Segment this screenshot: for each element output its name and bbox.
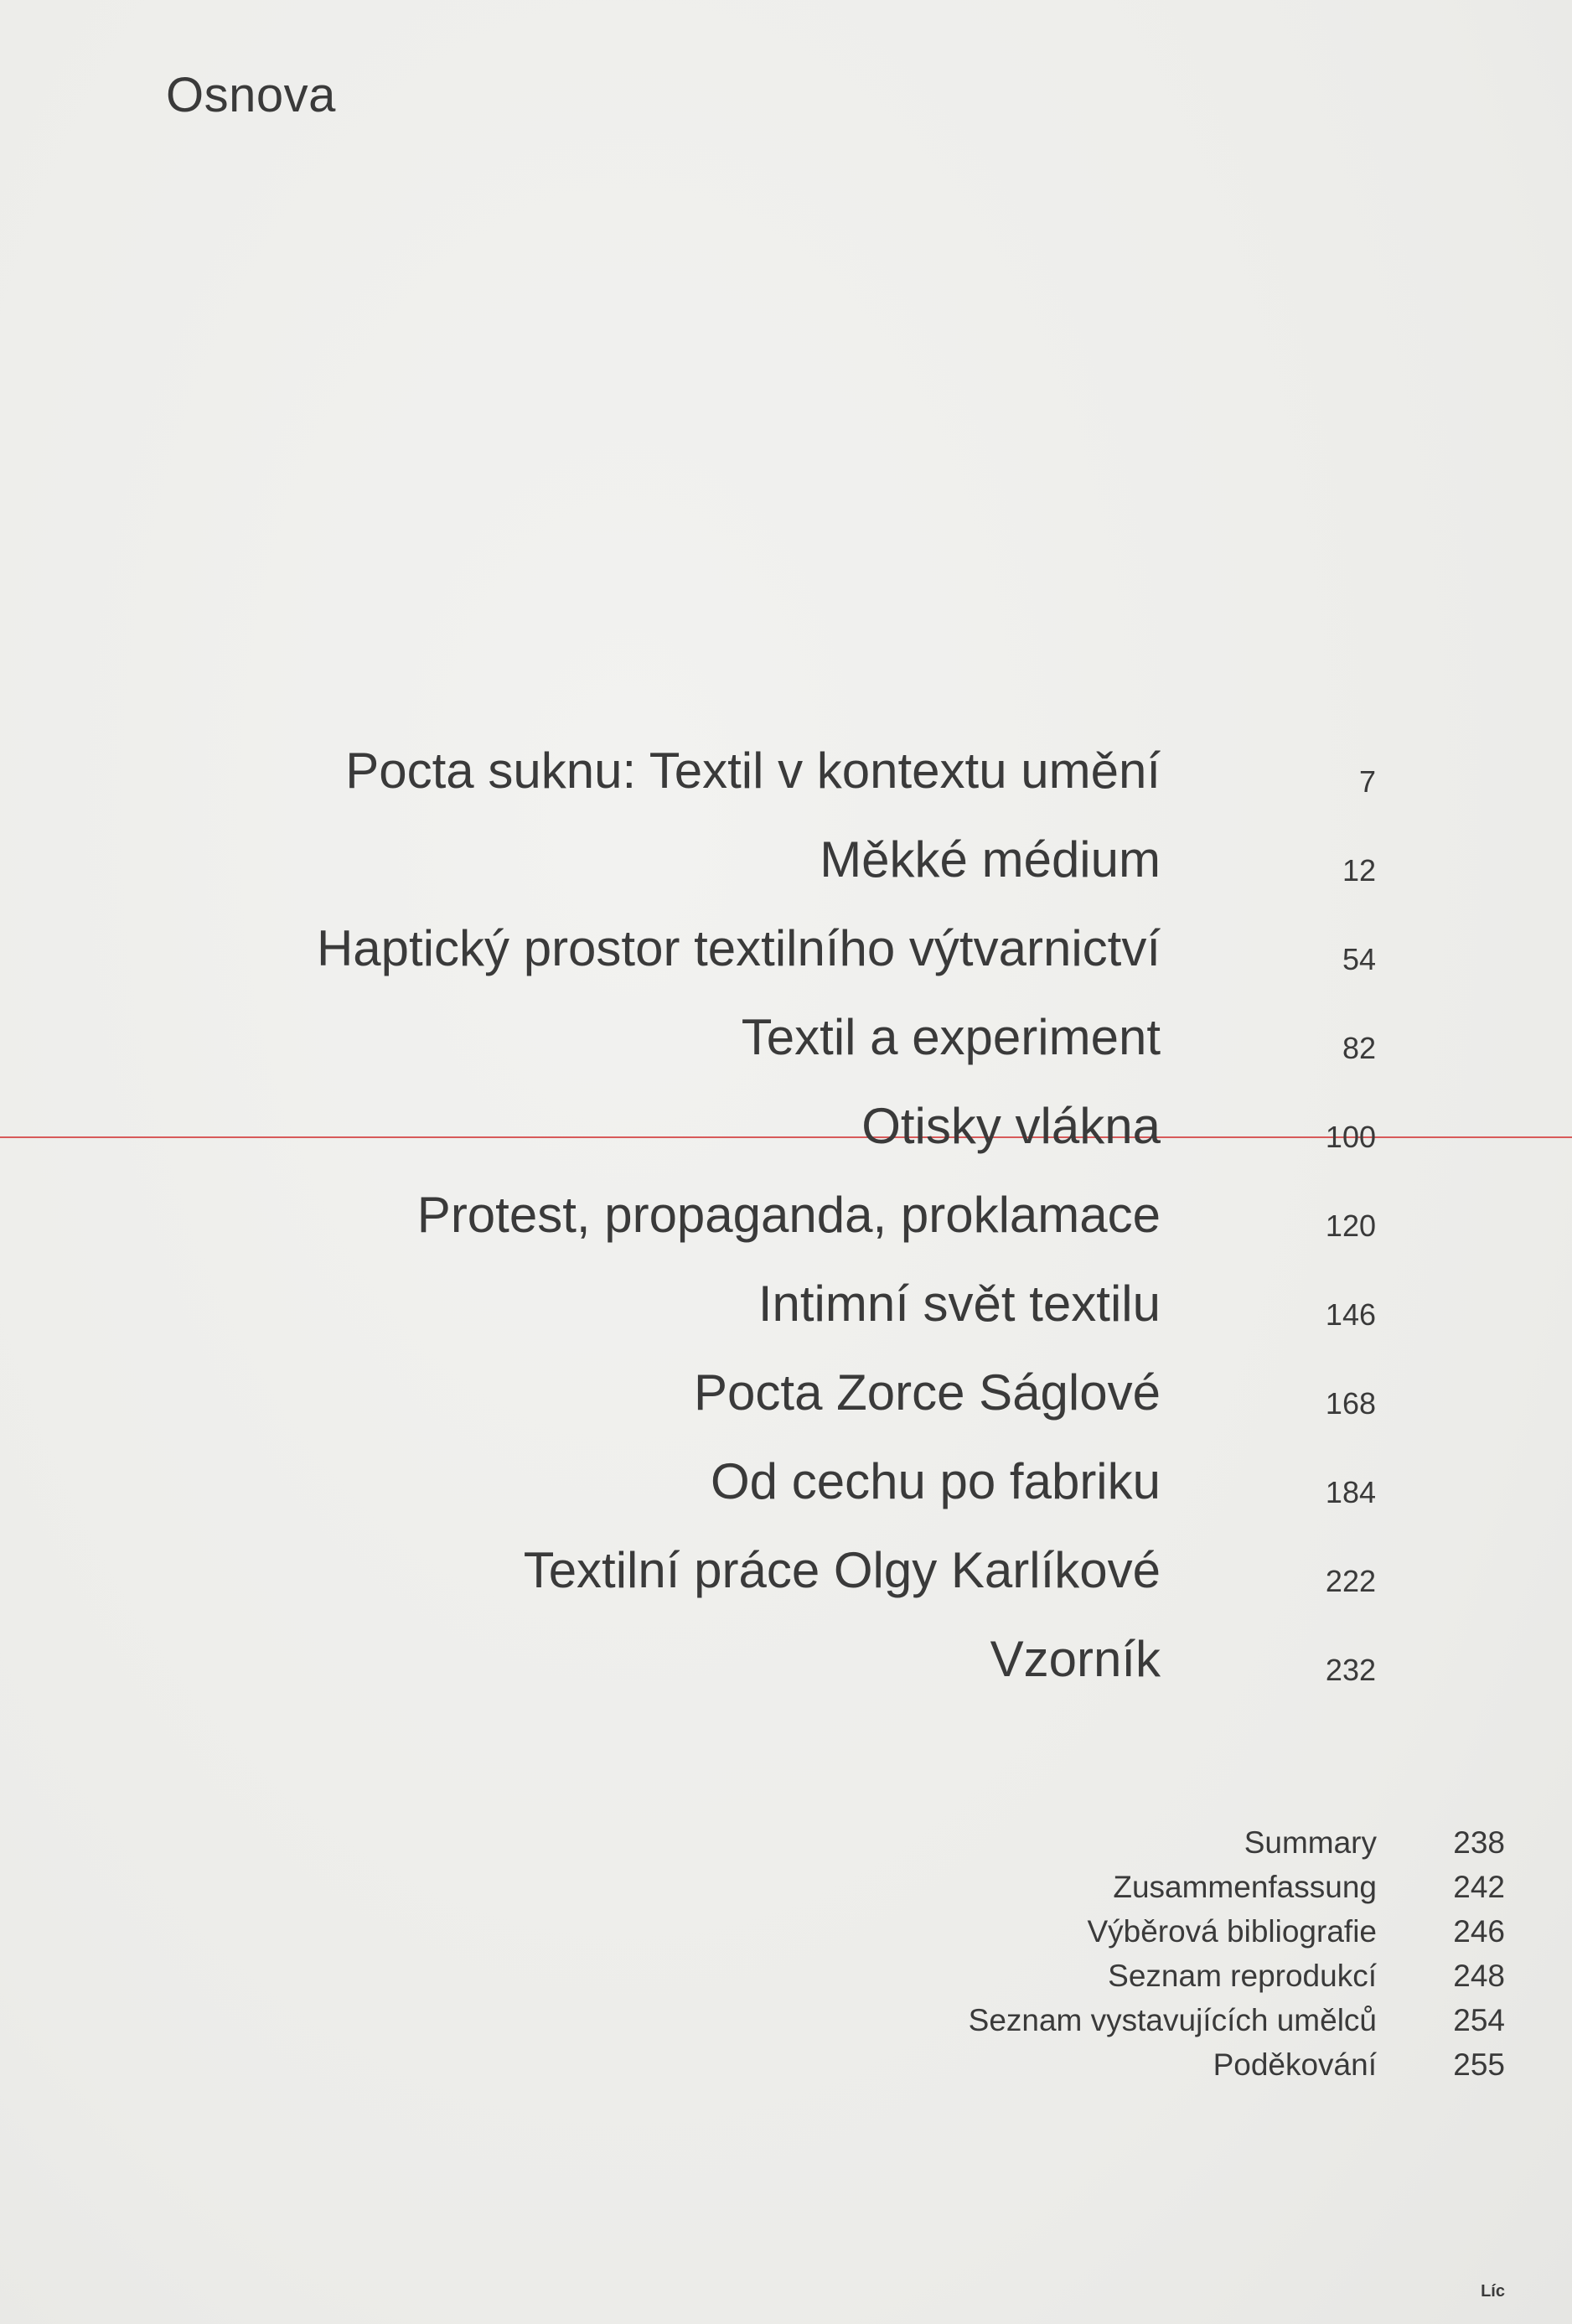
toc-appendix-entry[interactable]: [0, 1912, 1572, 1956]
toc-entry[interactable]: [0, 996, 1572, 1084]
toc-entry[interactable]: [0, 1617, 1572, 1706]
toc-appendix-title: Summary: [1244, 1825, 1377, 1860]
toc-entry-page: 82: [1342, 1031, 1376, 1065]
toc-entry-page: 100: [1325, 1120, 1376, 1154]
toc-entry-title: Textilní práce Olgy Karlíkové: [523, 1542, 1161, 1598]
toc-entry[interactable]: [0, 1529, 1572, 1617]
toc-entry-title: Vzorník: [990, 1631, 1161, 1687]
toc-entry-title: Měkké médium: [820, 831, 1161, 888]
toc-entry-page: 54: [1342, 942, 1376, 976]
toc-appendix-entry[interactable]: [0, 2001, 1572, 2045]
toc-entry[interactable]: [0, 1440, 1572, 1529]
toc-entry-page: 7: [1358, 764, 1376, 799]
toc-entry-title: Haptický prostor textilního výtvarnictví: [316, 920, 1161, 976]
toc-entry-page: 146: [1325, 1297, 1376, 1332]
toc-appendix-page: 242: [1453, 1870, 1505, 1904]
toc-entry-title: Intimní svět textilu: [758, 1276, 1161, 1332]
toc-entry[interactable]: [0, 1351, 1572, 1440]
corner-mark: Líc: [1481, 2282, 1505, 2301]
toc-entry[interactable]: [0, 1173, 1572, 1262]
toc-entry-page: 222: [1325, 1564, 1376, 1598]
toc-appendix-page: 246: [1453, 1914, 1505, 1949]
toc-appendix-title: Zusammenfassung: [1113, 1870, 1377, 1904]
toc-entry[interactable]: [0, 907, 1572, 996]
toc-entry-title: Od cechu po fabriku: [711, 1453, 1161, 1509]
toc-entry[interactable]: [0, 818, 1572, 907]
toc-appendix-title: Seznam vystavujících umělců: [968, 2003, 1377, 2037]
toc-entry-title: Pocta suknu: Textil v kontextu umění: [345, 743, 1161, 799]
toc-entry-page: 232: [1325, 1653, 1376, 1687]
toc-entry-page: 168: [1325, 1386, 1376, 1421]
toc-entry-title: Pocta Zorce Ságlové: [694, 1364, 1161, 1421]
toc-appendix-title: Výběrová bibliografie: [1087, 1914, 1377, 1949]
toc-entry[interactable]: [0, 1084, 1572, 1173]
page-title: Osnova: [166, 68, 336, 122]
toc-appendix-page: 254: [1453, 2003, 1505, 2037]
toc-entry-page: 120: [1325, 1209, 1376, 1243]
toc-entry-title: Otisky vlákna: [861, 1098, 1161, 1154]
toc-appendix-entry[interactable]: [0, 2045, 1572, 2089]
toc-entry-page: 12: [1342, 853, 1376, 888]
toc-appendix-entry[interactable]: [0, 1956, 1572, 2001]
toc-appendix-entry[interactable]: [0, 1823, 1572, 1867]
toc-entry[interactable]: [0, 1262, 1572, 1351]
toc-entry-title: Protest, propaganda, proklamace: [416, 1187, 1161, 1243]
toc-appendix-page: 248: [1453, 1959, 1505, 1993]
toc-appendix-title: Seznam reprodukcí: [1108, 1959, 1377, 1993]
toc-appendix-title: Poděkování: [1213, 2047, 1377, 2082]
toc-appendix-page: 255: [1453, 2047, 1505, 2082]
toc-entry[interactable]: [0, 729, 1572, 818]
toc-appendix-entry[interactable]: [0, 1867, 1572, 1912]
toc-appendix-page: 238: [1453, 1825, 1505, 1860]
toc-entry-title: Textil a experiment: [741, 1009, 1161, 1065]
toc-entry-page: 184: [1325, 1475, 1376, 1509]
